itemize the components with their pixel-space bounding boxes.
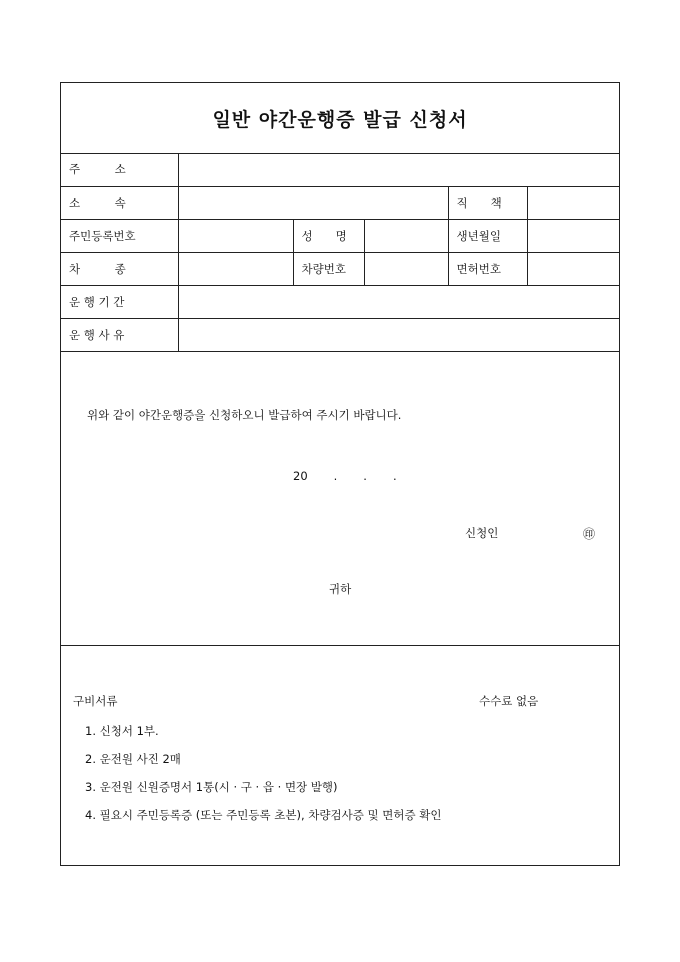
- doc-item: 2. 운전원 사진 2매: [85, 752, 181, 766]
- date-dot-1: .: [333, 469, 338, 483]
- info-table: [61, 153, 619, 352]
- label-affiliation: 소 속: [61, 186, 178, 219]
- label-car-no: 차량번호: [293, 252, 364, 285]
- date-line: [293, 469, 423, 483]
- doc-item: 4. 필요시 주민등록증 (또는 주민등록 초본), 차량검사증 및 면허증 확인: [85, 808, 442, 822]
- label-name: 성 명: [293, 219, 364, 252]
- row-address: [61, 153, 619, 186]
- docs-title: 구비서류: [73, 694, 118, 708]
- label-position: 직 책: [448, 186, 527, 219]
- car-type-value[interactable]: [178, 252, 293, 285]
- label-resident-no: 주민등록번호: [61, 219, 178, 252]
- birthdate-value[interactable]: [527, 219, 619, 252]
- doc-item: 1. 신청서 1부.: [85, 724, 159, 738]
- date-year: 20: [293, 469, 308, 483]
- period-value[interactable]: [178, 285, 619, 318]
- license-no-value[interactable]: [527, 252, 619, 285]
- label-reason: 운 행 사 유: [61, 318, 178, 351]
- fee-note: 수수료 없음: [479, 694, 539, 708]
- date-dot-3: .: [392, 469, 397, 483]
- statement-section: [61, 357, 619, 646]
- address-value[interactable]: [178, 153, 619, 186]
- recipient-label: 귀하: [329, 582, 352, 596]
- car-no-value[interactable]: [364, 252, 448, 285]
- label-period: 운 행 기 간: [61, 285, 178, 318]
- statement-text: 위와 같이 야간운행증을 신청하오니 발급하여 주시기 바랍니다.: [87, 408, 402, 422]
- reason-value[interactable]: [178, 318, 619, 351]
- label-license-no: 면허번호: [448, 252, 527, 285]
- affiliation-value[interactable]: [178, 186, 448, 219]
- label-birthdate: 생년월일: [448, 219, 527, 252]
- label-car-type: 차 종: [61, 252, 178, 285]
- position-value[interactable]: [527, 186, 619, 219]
- row-period: [61, 285, 619, 318]
- form-title: 일반 야간운행증 발급 신청서: [61, 83, 619, 154]
- label-address: 주 소: [61, 153, 178, 186]
- row-affiliation: [61, 186, 619, 219]
- seal-icon: ㊞: [583, 527, 596, 541]
- row-resident: [61, 219, 619, 252]
- row-vehicle: [61, 252, 619, 285]
- application-form: [60, 82, 620, 866]
- applicant-label: 신청인: [465, 526, 499, 540]
- row-reason: [61, 318, 619, 351]
- resident-no-value[interactable]: [178, 219, 293, 252]
- name-value[interactable]: [364, 219, 448, 252]
- doc-item: 3. 운전원 신원증명서 1통(시 · 구 · 읍 · 면장 발행): [85, 780, 338, 794]
- date-dot-2: .: [363, 469, 367, 483]
